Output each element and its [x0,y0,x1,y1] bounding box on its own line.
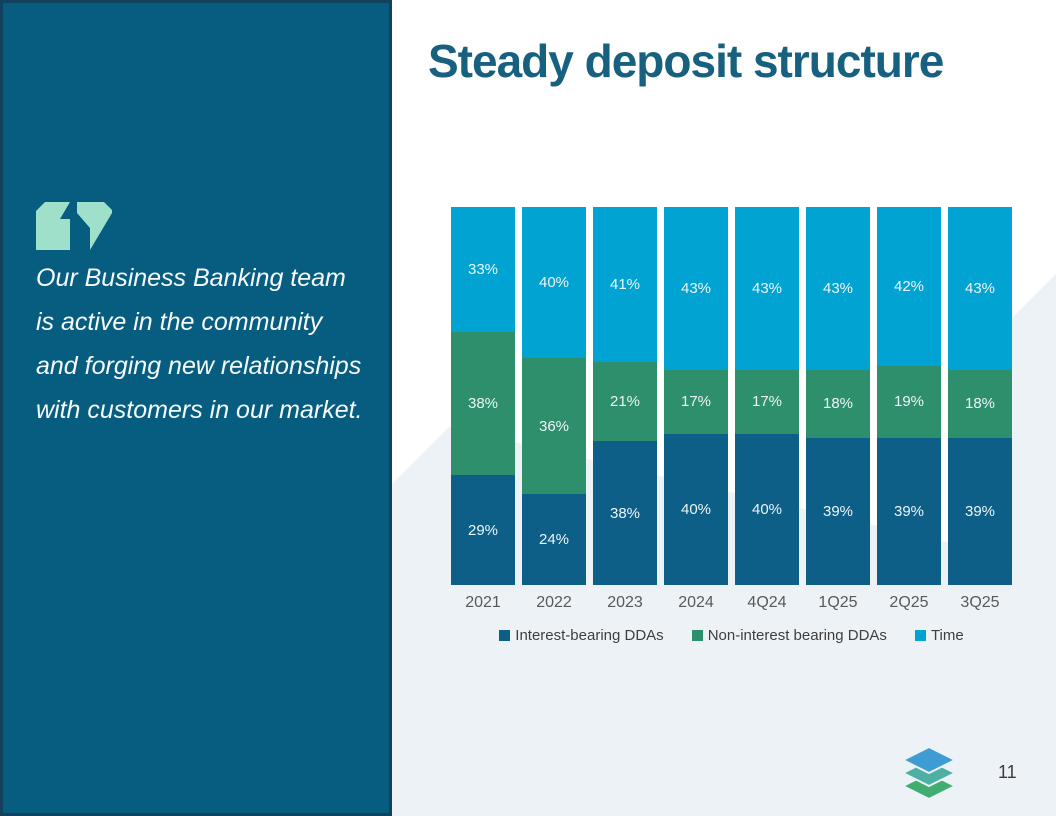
bar-value-label: 33% [467,260,499,278]
bar-segment [806,370,870,438]
bar-segment [948,207,1012,370]
legend-label: Interest-bearing DDAs [515,627,664,644]
bar-value-label: 41% [609,276,641,294]
bar-value-label: 17% [680,393,712,411]
bar-2022 [522,207,586,585]
bar-value-label: 42% [893,277,925,295]
x-axis-label: 2Q25 [889,594,929,611]
bar-value-label: 43% [680,279,712,297]
legend-item [692,627,887,644]
bar-2024 [664,207,728,585]
bar-value-label: 36% [538,417,570,435]
page-number: 11 [998,762,1017,782]
legend-label: Time [930,627,964,644]
bar-segment [451,475,515,585]
bar-segment [735,434,799,585]
bar-2021 [451,207,515,585]
quote-panel [0,0,392,816]
x-axis-label: 1Q25 [818,594,858,611]
page-title: Steady deposit structure [428,35,944,87]
bar-segment [664,370,728,434]
bar-segment [948,438,1012,585]
x-axis-label: 2024 [678,594,714,611]
legend-item [499,627,663,644]
bar-segment [522,358,586,494]
bar-segment [451,207,515,332]
bar-value-label: 39% [893,502,925,520]
bar-value-label: 43% [964,279,996,297]
chart-plot-area [451,207,1012,585]
legend-swatch [915,630,926,641]
bar-segment [877,366,941,438]
bar-value-label: 39% [964,502,996,520]
bar-value-label: 43% [751,279,783,297]
bar-value-label: 38% [609,504,641,522]
bar-segment [664,207,728,370]
deposit-structure-chart [451,207,1012,644]
bar-2023 [593,207,657,585]
quote-text: Our Business Banking team is active in the community and forging new relationships with customers in our market. [36,264,363,424]
x-axis-label: 3Q25 [960,594,1000,611]
x-axis-label: 2021 [465,594,501,611]
bar-value-label: 40% [680,500,712,518]
bar-1Q25 [806,207,870,585]
bar-value-label: 39% [822,502,854,520]
bar-segment [593,362,657,441]
layers-logo-icon [903,747,955,801]
bar-value-label: 17% [751,393,783,411]
legend-swatch [692,630,703,641]
quote-icon [36,202,112,250]
bar-segment [948,370,1012,438]
x-axis-label: 4Q24 [747,594,787,611]
chart-legend [451,627,1012,644]
bar-value-label: 38% [467,395,499,413]
bar-segment [593,441,657,585]
bar-segment [877,207,941,366]
bar-segment [806,438,870,585]
bar-2Q25 [877,207,941,585]
legend-swatch [499,630,510,641]
bar-value-label: 43% [822,279,854,297]
bar-4Q24 [735,207,799,585]
bar-segment [735,370,799,434]
x-axis-label: 2022 [536,594,572,611]
bar-segment [735,207,799,370]
bar-segment [877,438,941,585]
chart-x-axis [451,594,1012,612]
bar-value-label: 40% [751,500,783,518]
bar-value-label: 21% [609,393,641,411]
bar-segment [451,332,515,476]
bar-value-label: 40% [538,274,570,292]
bar-segment [522,207,586,358]
bar-segment [522,494,586,585]
bar-3Q25 [948,207,1012,585]
legend-item [915,627,964,644]
bar-segment [806,207,870,370]
bar-value-label: 29% [467,521,499,539]
bar-value-label: 24% [538,531,570,549]
bar-value-label: 18% [964,395,996,413]
x-axis-label: 2023 [607,594,643,611]
legend-label: Non-interest bearing DDAs [707,627,887,644]
bar-segment [664,434,728,585]
bar-segment [593,207,657,362]
bar-value-label: 19% [893,393,925,411]
bar-value-label: 18% [822,395,854,413]
